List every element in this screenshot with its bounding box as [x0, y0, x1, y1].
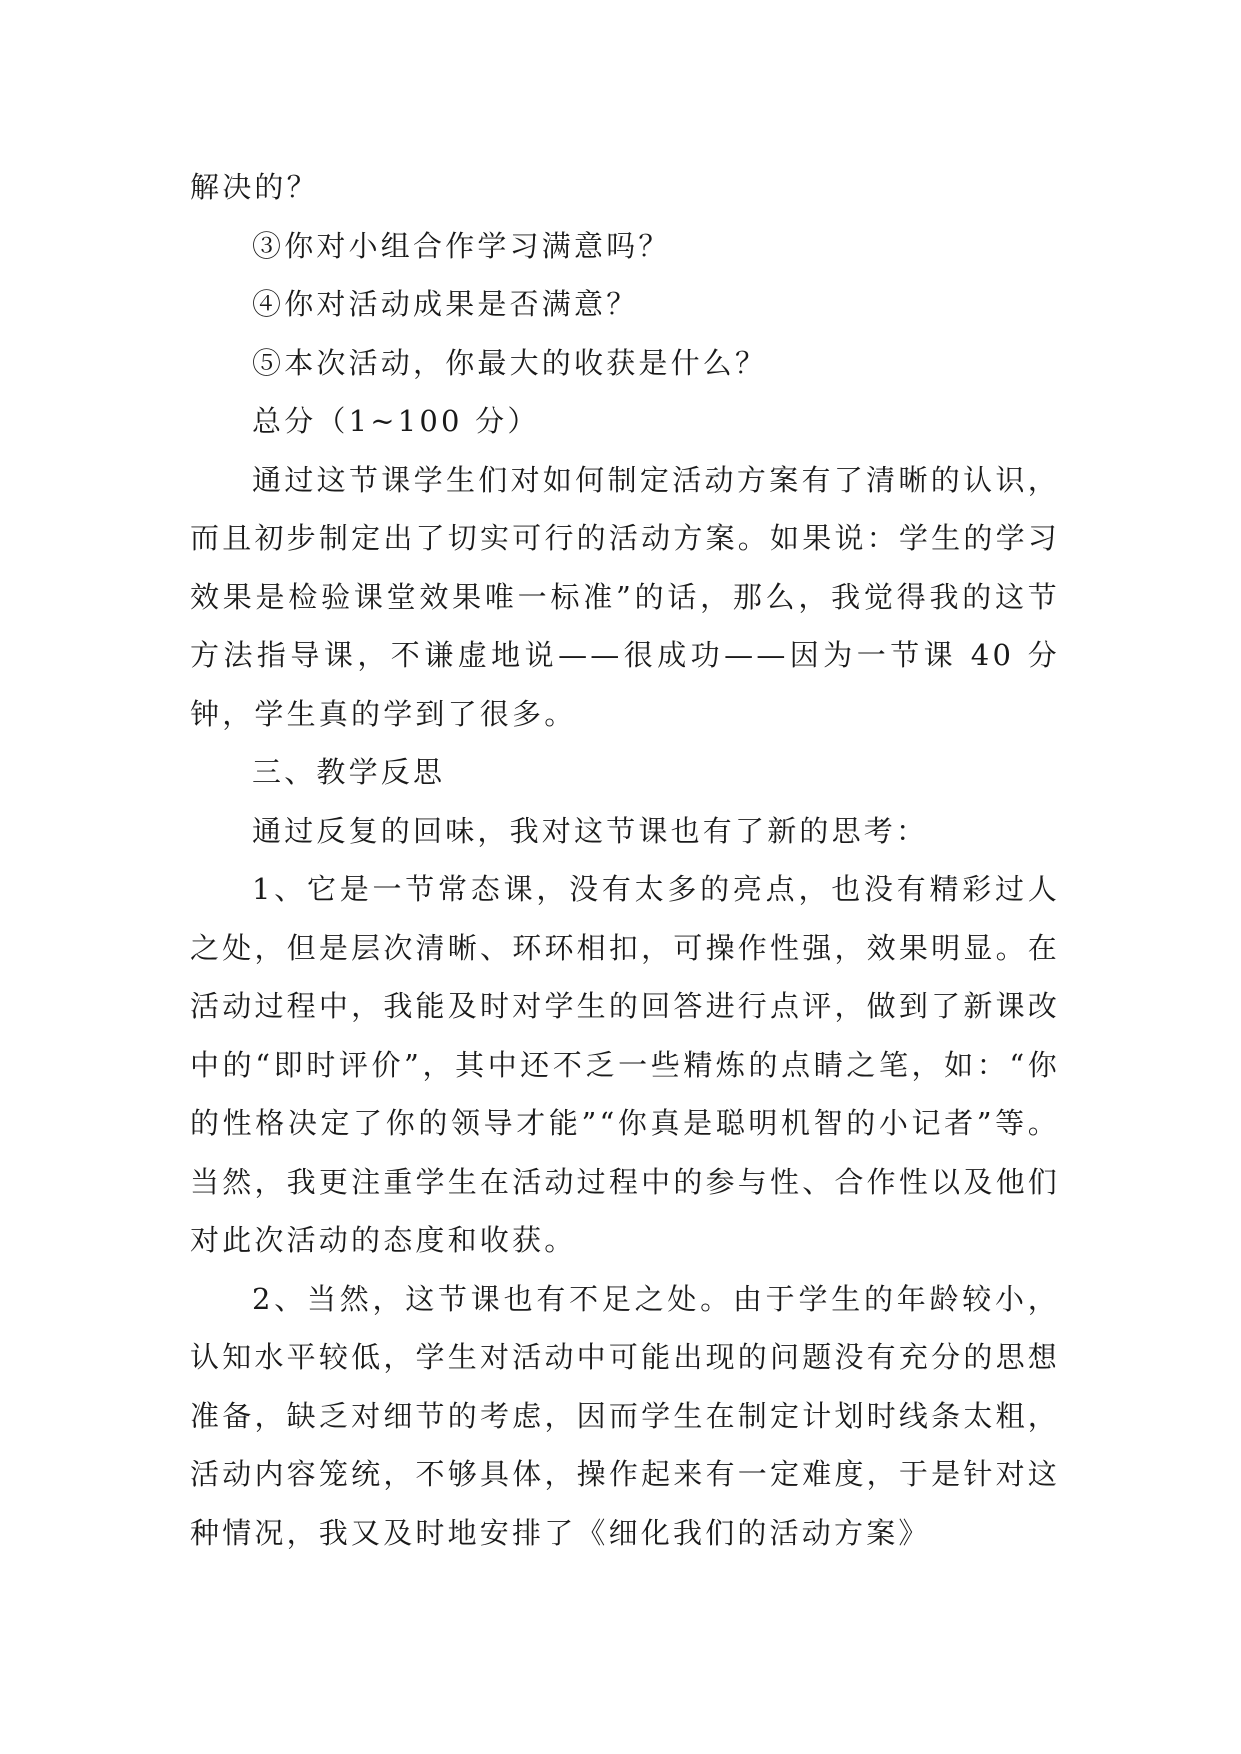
total-score: 总分（1~100 分） — [252, 404, 540, 438]
question-4: ④你对活动成果是否满意？ — [252, 287, 639, 321]
question-5: ⑤本次活动，你最大的收获是什么？ — [252, 345, 768, 380]
question-3: ③你对小组合作学习满意吗？ — [252, 228, 671, 263]
document-body — [190, 158, 1060, 1562]
paragraph-reflection-intro: 通过反复的回味，我对这节课也有了新的思考： — [252, 813, 929, 848]
paragraph-continuation: 解决的？ — [190, 170, 319, 204]
section-heading-reflection: 三、教学反思 — [252, 755, 446, 789]
paragraph-reflection-1: 1、它是一节常态课，没有太多的亮点，也没有精彩过人之处，但是层次清晰、环环相扣，可操作性强，效果明显。在活动过程中，我能及时对学生的回答进行点评，做到了新课改中的“即时评价”，其中还不乏一些精炼的点睛之笔，如：“你的性格决定了你的领导才能”“你真是聪明机智的小记者”等。当然，我更注重学生在活动过程中的参与性、合作性以及他们对此次活动的态度和收获。 — [190, 872, 1060, 1257]
paragraph-reflection-2: 2、当然，这节课也有不足之处。由于学生的年龄较小，认知水平较低，学生对活动中可能出现的问题没有充分的思想准备，缺乏对细节的考虑，因而学生在制定计划时线条太粗，活动内容笼统，不够具体，操作起来有一定难度，于是针对这种情况，我又及时地安排了《细化我们的活动方案》 — [190, 1281, 1060, 1550]
paragraph-summary: 通过这节课学生们对如何制定活动方案有了清晰的认识，而且初步制定出了切实可行的活动方案。如果说：学生的学习效果是检验课堂效果唯一标准”的话，那么，我觉得我的这节方法指导课，不谦虚地说——很成功——因为一节课 40 分钟，学生真的学到了很多。 — [190, 462, 1060, 731]
